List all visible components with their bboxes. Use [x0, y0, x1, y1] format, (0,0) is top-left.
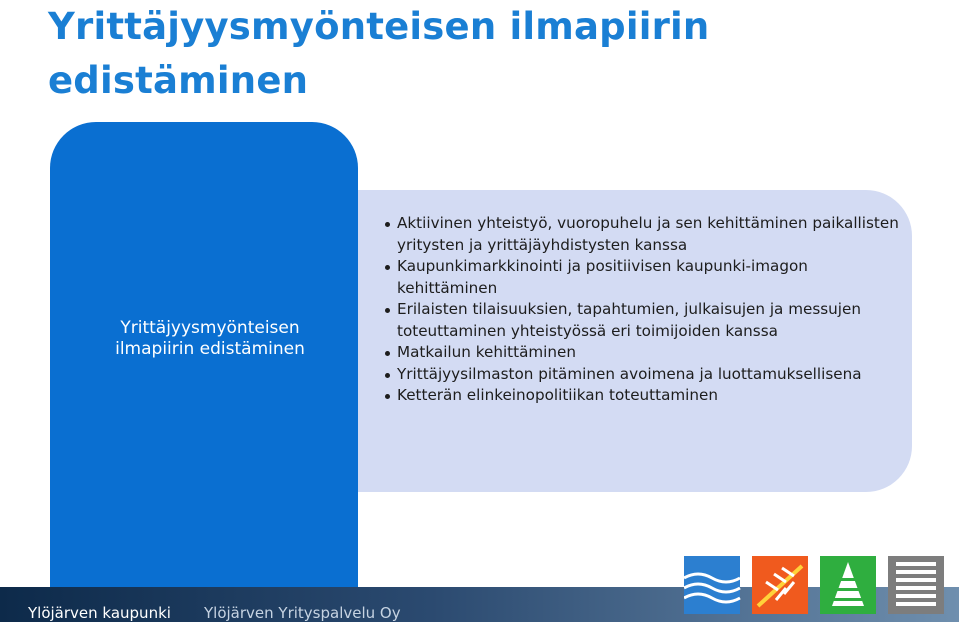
slide-title-line1: Yrittäjyysmyönteisen ilmapiirin: [48, 5, 710, 48]
bullet-item: Erilaisten tilaisuuksien, tapahtumien, julkaisujen ja messujen toteuttaminen yhteistyössä eri toimijoiden kanssa: [382, 299, 902, 342]
topic-card-line2: ilmapiirin edistäminen: [115, 339, 305, 359]
bullet-item: Yrittäjyysilmaston pitäminen avoimena ja luottamuksellisena: [382, 364, 902, 386]
building-logo-icon: [888, 556, 944, 614]
footer-company: Ylöjärven Yrityspalvelu Oy: [204, 604, 401, 622]
logo-strip: [684, 556, 944, 616]
bullet-item: Matkailun kehittäminen: [382, 342, 902, 364]
bullet-item: Ketterän elinkeinopolitiikan toteuttaminen: [382, 385, 902, 407]
slide-title-line2: edistäminen: [48, 59, 309, 102]
wheat-logo-icon: [752, 556, 808, 614]
topic-card: [50, 122, 358, 604]
bullet-list: [382, 213, 902, 407]
bullet-item: Kaupunkimarkkinointi ja positiivisen kaupunki-imagon kehittäminen: [382, 256, 902, 299]
topic-card-label: [66, 318, 354, 360]
footer-city: Ylöjärven kaupunki: [28, 604, 171, 622]
bullet-item: Aktiivinen yhteistyö, vuoropuhelu ja sen kehittäminen paikallisten yritysten ja yrittäjäyhdistysten kanssa: [382, 213, 902, 256]
water-logo-icon: [684, 556, 740, 614]
forest-logo-icon: [820, 556, 876, 614]
slide-title: [48, 0, 948, 108]
topic-card-line1: Yrittäjyysmyönteisen: [120, 318, 300, 338]
